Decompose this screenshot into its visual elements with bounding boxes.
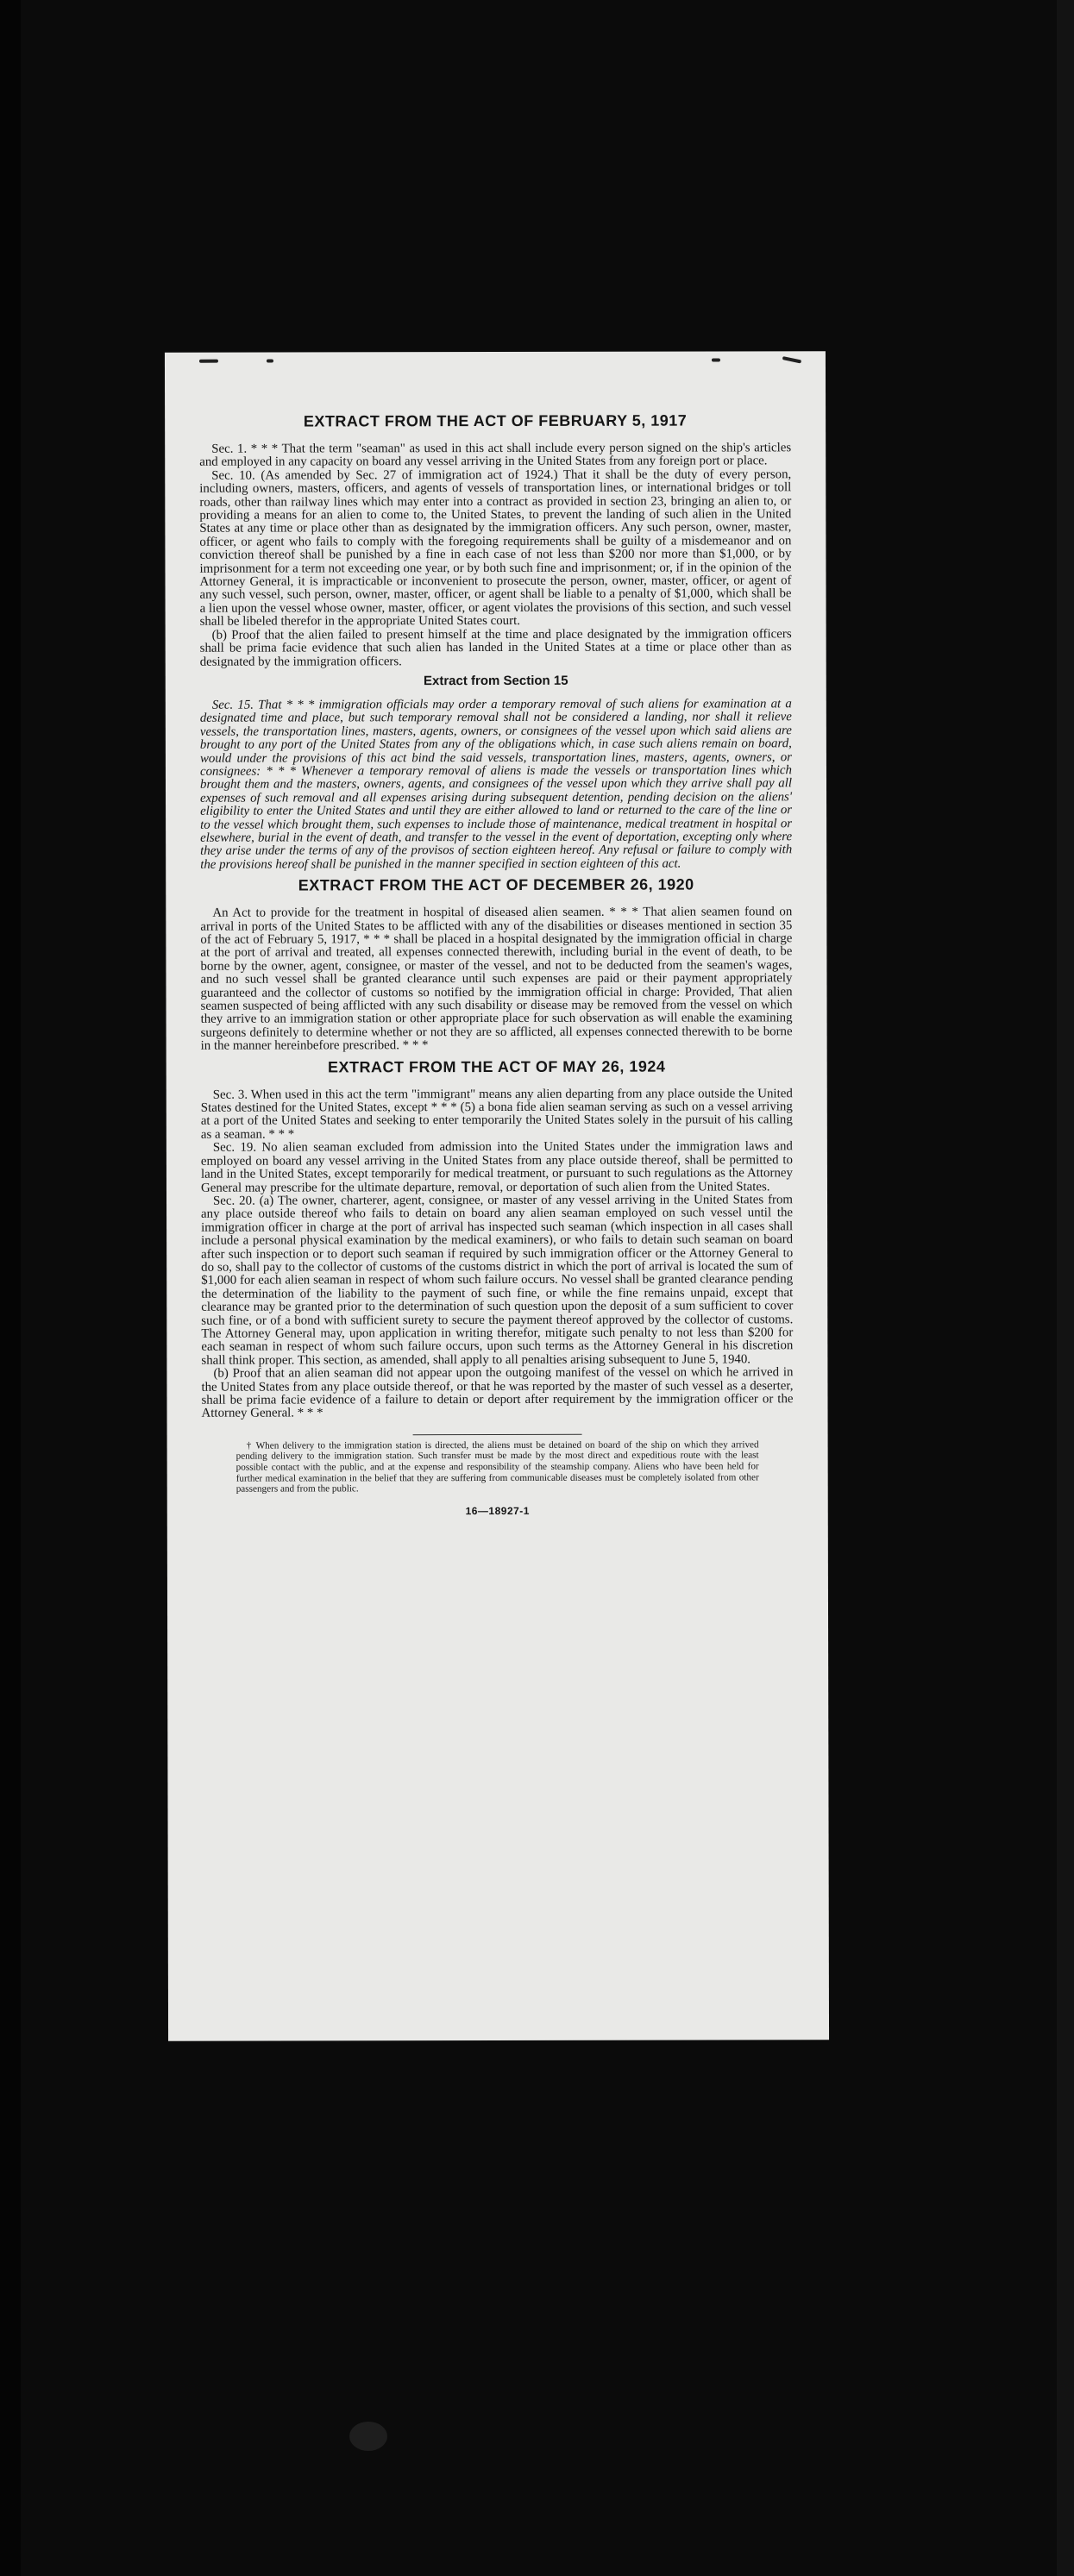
heading-section-15: Extract from Section 15 [423, 673, 568, 689]
paragraph-1917-sec10b: (b) Proof that the alien failed to present himself at the time and place designated by the immigration officers shall be prima facie evidence that such alien has landed in the United States at a time or place other than as designated by the immigration officers. [199, 626, 792, 669]
scan-border-right [1057, 0, 1074, 2576]
paragraph-1920: An Act to provide for the treatment in hospital of diseased alien seamen. * * * That alien seamen found on arrival in ports of the United States to be afflicted with any of the disabilities or diseases mentioned in section 35 of the act of February 5, 1917, * * * shall be placed in a hospital designated by the immigration official in charge at the port of arrival and treated, all expenses connected therewith, including burial in the event of death, to be borne by the owner, agent, consignee, or master of the vessel, and not to be deducted from the seamen's wages, and no such vessel shall be granted clearance until such expenses are paid or their payment appropriately guaranteed and the collector of customs so notified by the immigration official in charge: Provided, That alien seamen suspected of being afflicted with any such disability or disease may be removed from the vessel on which they arrive to an immigration station or other appropriate place for such observation as will enable the examining surgeons definitely to determine whether or not they are so afflicted, all expenses connected therewith to be borne in the manner hereinbefore prescribed. * * * [200, 905, 793, 1053]
footnote: † When delivery to the immigration station is directed, the aliens must be detained on board of the ship on which they arrived pending delivery to the immigration station. Such transfer must be made by the most direct and expeditious route with the least possible contact with the public, and at the expense and responsibility of the steamship company. Aliens who have been held for further medical examination in the belief that they are suffering from communicable diseases must be completely isolated from other passengers and from the public. [236, 1439, 759, 1495]
heading-act-1917: EXTRACT FROM THE ACT OF FEBRUARY 5, 1917 [303, 411, 688, 430]
heading-act-1920: EXTRACT FROM THE ACT OF DECEMBER 26, 1920 [298, 875, 694, 894]
heading-act-1924: EXTRACT FROM THE ACT OF MAY 26, 1924 [327, 1057, 666, 1076]
punch-marks [165, 358, 826, 377]
form-number: 16—18927-1 [465, 1504, 530, 1517]
paragraph-1924-sec20b: (b) Proof that an alien seaman did not appear upon the outgoing manifest of the vessel on which he arrived in the United States from any place outside thereof, or that he was reported by the master of such vessel as a deserter, shall be prima facie evidence of a failure to detain or deport after requirement by the immigration officer or the Attorney General. * * * [201, 1365, 794, 1421]
paragraph-1917-sec1: Sec. 1. * * * That the term "seaman" as used in this act shall include every person signed on the ship's articles and employed in any capacity on board any vessel arriving in the United States from any foreign port or place. [199, 441, 792, 470]
paragraph-1924-sec19: Sec. 19. No alien seaman excluded from admission into the United States under the immigration laws and employed on board any vessel arriving in the United States from any place outside thereof, shall be permitted to land in the United States, except temporarily for medical treatment, or pursuant to such regulations as the Attorney General may prescribe for the ultimate departure, removal, or deportation of such alien from the United States. [200, 1139, 793, 1195]
scan-dust-speck [349, 2422, 387, 2451]
paragraph-1924-sec20a: Sec. 20. (a) The owner, charterer, agent, consignee, or master of any vessel arriving in the United States from any place outside thereof who fails to detain on board any alien seaman employed on such vessel until the immigration officer in charge at the port of arrival has inspected such seaman (which inspection in all cases shall include a personal physical examination by the medical examiners), or who fails to detain such seaman on board after such inspection or to deport such seaman if required by such immigration officer or the Attorney General to do so, shall pay to the collector of customs of the customs district in which the port of arrival is located the sum of $1,000 for each alien seaman in respect of whom such failure occurs. No vessel shall be granted clearance pending the determination of the liability to the payment of such fine, or while the fine remains unpaid, except that clearance may be granted prior to the determination of such question upon the deposit of a sum sufficient to cover such fine, or of a bond with sufficient surety to secure the payment thereof approved by the collector of customs. The Attorney General may, upon application in writing therefor, mitigate such penalty to not less than $200 for each seaman in respect of whom such failure occurs, upon such terms as the Attorney General in his discretion shall think proper. This section, as amended, shall apply to all penalties arising subsequent to June 5, 1940. [201, 1193, 794, 1368]
paragraph-1917-sec10: Sec. 10. (As amended by Sec. 27 of immigration act of 1924.) That it shall be the duty of every person, including owners, masters, officers, and agents of vessels of transportation lines, or international bridges or toll roads, other than railway lines which may enter into a contract as provided in section 23, bringing an alien to, or providing a means for an alien to come to, the United States, to prevent the landing of such alien in the United States at any time or place other than as designated by the immigration officers. Any such person, owner, master, officer, or agent who fails to comply with the foregoing requirements shall be guilty of a misdemeanor and on conviction thereof shall be punished by a fine in each case of not less than $200 nor more than $1,000, or by imprisonment for a term not exceeding one year, or by both such fine and imprisonment; or, if in the opinion of the Attorney General, it is impracticable or inconvenient to prosecute the person, owner, master, officer, or agent of any such vessel, such person, owner, master, officer, or agent shall be liable to a penalty of $1,000, which shall be a lien upon the vessel whose owner, master, officer, or agent violates the provisions of this section, and such vessel shall be libeled therefor in the appropriate United States court. [199, 467, 792, 630]
scan-border-left [0, 0, 21, 2576]
document-page [165, 351, 829, 2041]
paragraph-sec15: Sec. 15. That * * * immigration officials may order a temporary removal of such aliens for examination at a designated time and place, but such temporary removal shall not be considered a landing, nor shall it relieve vessels, the transportation lines, masters, agents, owners, or consignees of the vessel upon which said aliens are brought to any port of the United States from any of the obligations which, in case such aliens remain on board, would under the provisions of this act bind the said vessels, transportation lines, masters, agents, owners, or consignees: * * * Whenever a temporary removal of aliens is made the vessels or transportation lines which brought them and the masters, owners, agents, and consignees of the vessel upon which they arrive shall pay all expenses of such removal and all expenses arising during subsequent detention, pending decision on the aliens' eligibility to enter the United States and until they are either allowed to land or returned to the care of the line or to the vessel which brought them, such expenses to include those of maintenance, medical treatment in hospital or elsewhere, burial in the event of death, and transfer to the vessel in the event of deportation, excepting only where they arise under the terms of any of the provisos of section eighteen hereof. Any refusal or failure to comply with the provisions hereof shall be punished in the manner specified in section eighteen of this act. [199, 697, 793, 872]
paragraph-1924-sec3: Sec. 3. When used in this act the term "immigrant" means any alien departing from any place outside the United States destined for the United States, except * * * (5) a bona fide alien seaman serving as such on a vessel arriving at a port of the United States and seeking to enter temporarily the United States solely in the pursuit of his calling as a seaman. * * * [200, 1086, 793, 1142]
footnote-divider [413, 1434, 582, 1435]
